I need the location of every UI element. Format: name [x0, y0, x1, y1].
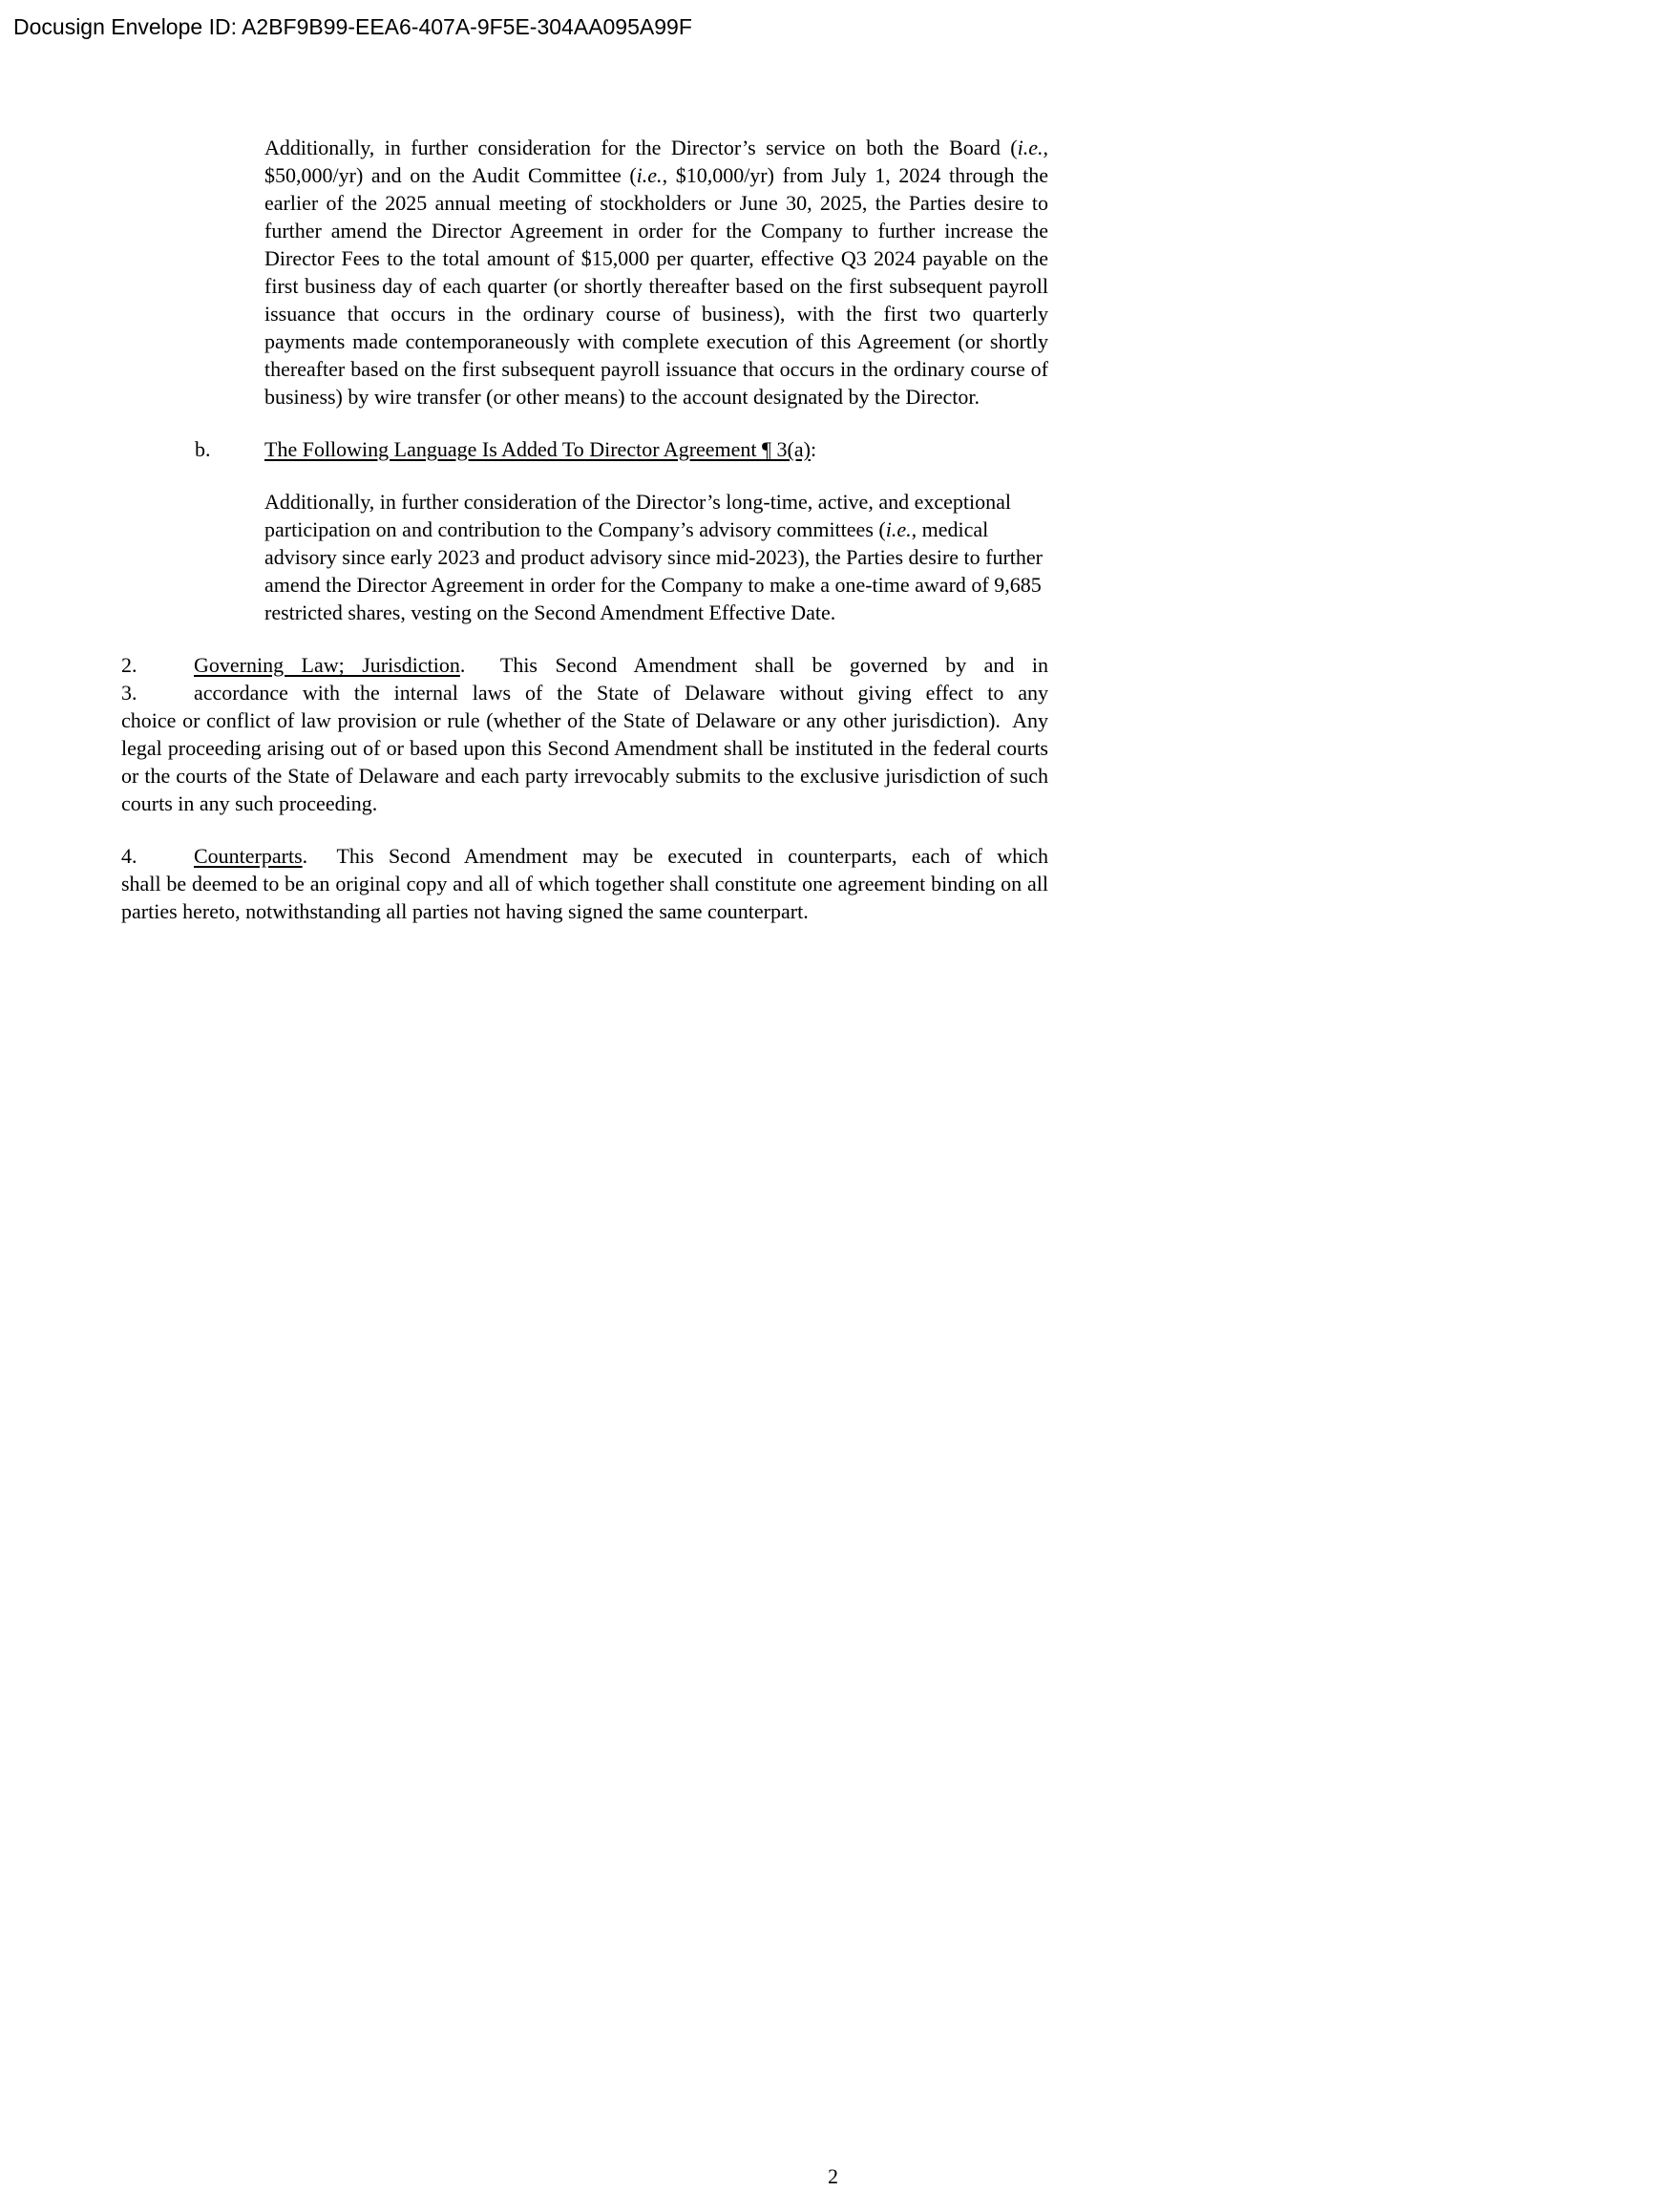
text-run: Additionally, in further consideration for the Director’s service on both the Board (: [264, 136, 1018, 159]
docusign-envelope-id: Docusign Envelope ID: A2BF9B99-EEA6-407A-9F5E-304AA095A99F: [13, 14, 692, 39]
governing-law-continued: choice or conflict of law provision or rule (whether of the State of Delaware or any other jurisdiction). Any legal proceeding arising out of or based upon this Second Amendment shall be instituted in the federal courts or the courts of the State of Delaware and each party irrevocably submits to the exclusive jurisdiction of such courts in any such proceeding.: [121, 708, 1048, 815]
latin-abbreviation: i.e.: [636, 163, 663, 187]
item-3-number: 3.: [121, 681, 137, 705]
item-b-heading-underlined: The Following Language Is Added To Director Agreement ¶ 3(a): [264, 437, 811, 461]
text-run: , medical advisory since early 2023 and product advisory since mid-2023), the Parties desire to further amend the Director Agreement in order for the Company to make a one-time award of 9,685 restricted shares, vesting on the Second Amendment Effective Date.: [264, 517, 1043, 624]
text-run: , $10,000/yr) from July 1, 2024 through the earlier of the 2025 annual meeting of stockholders or June 30, 2025, the Parties desire to further amend the Director Agreement in order for the Company to further increase the Director Fees to the total amount of $15,000 per quarter, effective Q3 2024 payable on the first business day of each quarter (or shortly thereafter based on the first subsequent payroll issuance that occurs in the ordinary course of business), with the first two quarterly payments made contemporaneously with complete execution of this Agreement (or shortly thereafter based on the first subsequent payroll issuance that occurs in the ordinary course of business) by wire transfer (or other means) to the account designated by the Director.: [264, 163, 1048, 409]
text-run: . This Second Amendment shall be governed by and in: [459, 653, 1048, 677]
governing-law-heading-underlined: Governing Law; Jurisdiction: [194, 653, 460, 677]
item-b-heading-line: [195, 435, 1048, 463]
line-item-2: [121, 651, 1048, 679]
paragraph-restricted-shares: [264, 488, 1048, 626]
page-number: 2: [828, 2164, 838, 2188]
counterparts-continued: shall be deemed to be an original copy and all of which together shall constitute one agreement binding on all parties hereto, notwithstanding all parties not having signed the same counterpart.: [121, 872, 1048, 923]
text-run: accordance with the internal laws of the State of Delaware without giving effect to any: [194, 681, 1048, 705]
latin-abbreviation: i.e.: [1017, 136, 1044, 159]
latin-abbreviation: i.e.: [885, 517, 912, 541]
item-b-label: b.: [195, 437, 211, 461]
text-run: Additionally, in further consideration of the Director’s long-time, active, and exceptional participation on and contribution to the Company’s advisory committees (: [264, 490, 1011, 541]
item-4-number: 4.: [121, 844, 137, 868]
paragraph-director-fees: [264, 134, 1048, 411]
item-b-heading-colon: :: [810, 437, 817, 461]
line-item-4: [121, 842, 1048, 870]
section-governing-law: [121, 651, 1048, 817]
item-2-number: 2.: [121, 653, 137, 677]
document-body: [121, 134, 1048, 925]
line-item-3: [121, 679, 1048, 706]
text-run: , $50,000/yr) and on the Audit Committee (: [264, 136, 1048, 187]
text-run: . This Second Amendment may be executed in counterparts, each of which: [302, 844, 1048, 868]
counterparts-heading-underlined: Counterparts: [194, 844, 303, 868]
section-counterparts: [121, 842, 1048, 925]
